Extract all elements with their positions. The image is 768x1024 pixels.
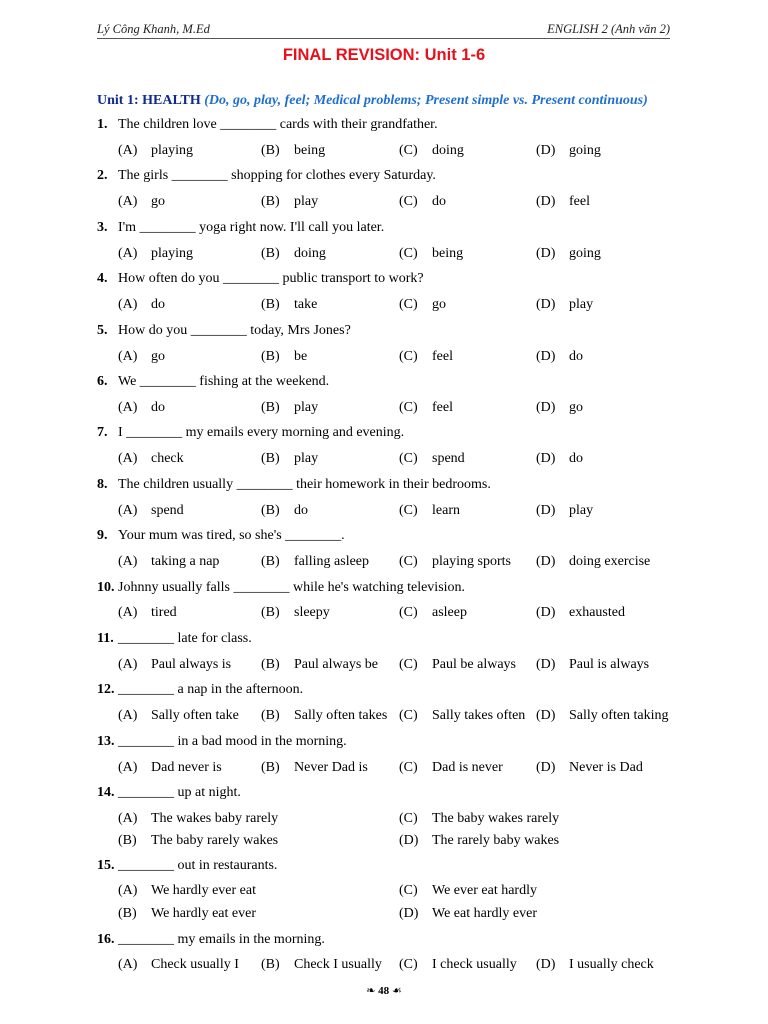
option-b [261, 193, 318, 211]
unit-name: Unit 1: HEALTH [97, 93, 201, 108]
footer-ornament-right: ☙ [391, 985, 402, 997]
option-letter: (A) [118, 957, 138, 972]
option-letter: (B) [261, 349, 280, 364]
option-text: going [569, 143, 601, 158]
unit-heading [97, 93, 697, 109]
footer-ornament-left: ❧ [366, 985, 376, 997]
question-number: 5. [97, 323, 108, 338]
option-text: playing [151, 246, 193, 261]
option-letter: (C) [399, 194, 418, 209]
question-number: 1. [97, 117, 108, 132]
option-letter: (A) [118, 883, 138, 898]
option-d [536, 604, 625, 622]
option-d [399, 832, 559, 850]
option-c [399, 245, 463, 263]
option-letter: (D) [536, 194, 556, 209]
option-b [261, 348, 307, 366]
option-letter: (D) [536, 708, 556, 723]
option-letter: (D) [536, 605, 556, 620]
option-b [261, 956, 382, 974]
option-a [118, 882, 256, 900]
question-14 [97, 784, 697, 802]
header-rule [97, 38, 670, 39]
option-text: check [151, 451, 184, 466]
option-c [399, 193, 446, 211]
page-header [97, 22, 670, 40]
question-9 [97, 527, 697, 545]
option-letter: (A) [118, 554, 138, 569]
option-text: tired [151, 605, 177, 620]
option-text: going [569, 246, 601, 261]
option-text: playing sports [432, 554, 511, 569]
question-text: Your mum was tired, so she's ________. [118, 528, 345, 543]
page-title: FINAL REVISION: Unit 1-6 [282, 46, 486, 64]
question-text: How often do you ________ public transport to work? [118, 271, 424, 286]
option-text: Paul be always [432, 657, 516, 672]
option-letter: (B) [261, 246, 280, 261]
option-d [536, 956, 654, 974]
option-c [399, 810, 559, 828]
option-text: Sally often takes [294, 708, 388, 723]
option-text: Never is Dad [569, 760, 643, 775]
option-b [261, 502, 308, 520]
option-a [118, 502, 184, 520]
option-c [399, 656, 516, 674]
option-letter: (C) [399, 143, 418, 158]
option-letter: (D) [536, 957, 556, 972]
option-text: playing [151, 143, 193, 158]
option-letter: (A) [118, 451, 138, 466]
option-letter: (D) [536, 400, 556, 415]
option-text: do [294, 503, 308, 518]
option-d [536, 502, 593, 520]
option-text: falling asleep [294, 554, 370, 569]
option-text: feel [569, 194, 590, 209]
option-text: go [569, 400, 583, 415]
option-b [261, 296, 317, 314]
option-text: I check usually [432, 957, 517, 972]
option-text: spend [432, 451, 465, 466]
option-text: Paul always be [294, 657, 378, 672]
question-text: The girls ________ shopping for clothes every Saturday. [118, 168, 436, 183]
question-text: The children love ________ cards with their grandfather. [118, 117, 438, 132]
option-c [399, 956, 517, 974]
option-letter: (A) [118, 349, 138, 364]
option-text: go [432, 297, 446, 312]
option-d [536, 348, 583, 366]
header-course: ENGLISH 2 (Anh văn 2) [547, 22, 670, 36]
option-text: asleep [432, 605, 467, 620]
option-letter: (B) [261, 554, 280, 569]
option-letter: (A) [118, 400, 138, 415]
option-d [536, 193, 590, 211]
option-letter: (D) [536, 143, 556, 158]
option-letter: (C) [399, 503, 418, 518]
option-letter: (C) [399, 811, 418, 826]
option-b [261, 142, 325, 160]
option-letter: (D) [536, 297, 556, 312]
option-c [399, 502, 460, 520]
option-a [118, 956, 239, 974]
option-c [399, 450, 465, 468]
option-c [399, 296, 446, 314]
option-a [118, 245, 193, 263]
option-letter: (C) [399, 605, 418, 620]
option-letter: (D) [536, 760, 556, 775]
option-letter: (D) [399, 906, 419, 921]
option-letter: (B) [261, 143, 280, 158]
option-d [536, 553, 650, 571]
question-text: ________ out in restaurants. [118, 858, 278, 873]
option-letter: (D) [536, 554, 556, 569]
question-text: I'm ________ yoga right now. I'll call you later. [118, 220, 385, 235]
question-number: 12. [97, 682, 115, 697]
option-text: go [151, 194, 165, 209]
option-text: take [294, 297, 318, 312]
option-letter: (D) [399, 833, 419, 848]
option-b [261, 553, 369, 571]
question-number: 7. [97, 425, 108, 440]
option-a [118, 759, 222, 777]
option-letter: (A) [118, 708, 138, 723]
option-text: play [294, 400, 319, 415]
option-letter: (A) [118, 760, 138, 775]
option-letter: (B) [261, 451, 280, 466]
option-text: The wakes baby rarely [151, 811, 279, 826]
option-text: Dad never is [151, 760, 222, 775]
question-number: 10. [97, 580, 115, 595]
option-letter: (C) [399, 708, 418, 723]
option-text: exhausted [569, 605, 625, 620]
option-d [536, 759, 643, 777]
option-d [536, 656, 649, 674]
option-text: play [294, 194, 319, 209]
question-number: 4. [97, 271, 108, 286]
option-letter: (C) [399, 760, 418, 775]
option-letter: (C) [399, 554, 418, 569]
question-text: ________ late for class. [118, 631, 252, 646]
option-text: Dad is never [432, 760, 503, 775]
question-number: 8. [97, 477, 108, 492]
option-b [261, 604, 330, 622]
question-number: 13. [97, 734, 115, 749]
option-b [118, 832, 278, 850]
question-text: I ________ my emails every morning and evening. [118, 425, 405, 440]
option-text: The baby wakes rarely [432, 811, 560, 826]
question-number: 14. [97, 785, 115, 800]
option-letter: (A) [118, 605, 138, 620]
option-text: The rarely baby wakes [432, 833, 560, 848]
option-letter: (B) [261, 503, 280, 518]
option-letter: (D) [536, 246, 556, 261]
option-text: be [294, 349, 308, 364]
option-text: Sally often take [151, 708, 239, 723]
option-a [118, 450, 184, 468]
option-d [536, 245, 601, 263]
question-11 [97, 630, 697, 648]
option-letter: (A) [118, 143, 138, 158]
question-number: 15. [97, 858, 115, 873]
question-text: We ________ fishing at the weekend. [118, 374, 330, 389]
question-3 [97, 219, 697, 237]
option-text: play [569, 297, 594, 312]
question-text: The children usually ________ their homework in their bedrooms. [118, 477, 491, 492]
option-text: The baby rarely wakes [151, 833, 279, 848]
question-15 [97, 857, 697, 875]
option-text: play [294, 451, 319, 466]
option-letter: (D) [536, 503, 556, 518]
option-letter: (C) [399, 349, 418, 364]
option-letter: (C) [399, 400, 418, 415]
option-letter: (B) [118, 833, 137, 848]
page-footer [0, 984, 768, 997]
question-10 [97, 579, 697, 597]
option-c [399, 399, 453, 417]
option-letter: (B) [261, 297, 280, 312]
option-text: taking a nap [151, 554, 220, 569]
option-a [118, 399, 165, 417]
option-b [261, 656, 378, 674]
option-b [261, 399, 318, 417]
option-a [118, 604, 177, 622]
option-text: learn [432, 503, 460, 518]
option-d [536, 296, 593, 314]
option-c [399, 348, 453, 366]
option-text: do [569, 451, 583, 466]
option-text: doing [432, 143, 464, 158]
question-2 [97, 167, 697, 185]
question-number: 9. [97, 528, 108, 543]
option-a [118, 348, 165, 366]
option-letter: (C) [399, 883, 418, 898]
question-text: ________ in a bad mood in the morning. [118, 734, 347, 749]
option-letter: (A) [118, 657, 138, 672]
option-letter: (A) [118, 811, 138, 826]
option-a [118, 193, 165, 211]
option-text: doing exercise [569, 554, 651, 569]
option-text: I usually check [569, 957, 654, 972]
option-text: play [569, 503, 594, 518]
question-7 [97, 424, 697, 442]
question-text: ________ my emails in the morning. [118, 932, 325, 947]
option-letter: (B) [261, 957, 280, 972]
option-letter: (B) [261, 657, 280, 672]
option-a [118, 142, 193, 160]
question-text: ________ up at night. [118, 785, 241, 800]
option-d [536, 707, 669, 725]
option-letter: (C) [399, 297, 418, 312]
option-letter: (A) [118, 503, 138, 518]
option-letter: (D) [536, 657, 556, 672]
option-text: do [151, 297, 165, 312]
option-text: being [294, 143, 326, 158]
question-number: 11. [97, 631, 114, 646]
option-text: do [432, 194, 446, 209]
question-5 [97, 322, 697, 340]
option-text: We ever eat hardly [432, 883, 537, 898]
question-1 [97, 116, 697, 134]
option-a [118, 810, 278, 828]
option-c [399, 882, 537, 900]
option-c [399, 759, 503, 777]
option-letter: (A) [118, 246, 138, 261]
option-letter: (D) [536, 451, 556, 466]
option-a [118, 656, 231, 674]
option-a [118, 296, 165, 314]
question-12 [97, 681, 697, 699]
option-b [261, 450, 318, 468]
option-text: We hardly eat ever [151, 906, 256, 921]
option-c [399, 553, 511, 571]
question-8 [97, 476, 697, 494]
option-text: Paul is always [569, 657, 650, 672]
option-text: sleepy [294, 605, 330, 620]
option-d [399, 905, 537, 923]
option-letter: (D) [536, 349, 556, 364]
question-text: How do you ________ today, Mrs Jones? [118, 323, 351, 338]
option-text: go [151, 349, 165, 364]
option-letter: (C) [399, 957, 418, 972]
option-b [118, 905, 256, 923]
question-text: ________ a nap in the afternoon. [118, 682, 304, 697]
option-a [118, 553, 219, 571]
option-text: doing [294, 246, 326, 261]
unit-description: (Do, go, play, feel; Medical problems; Present simple vs. Present continuous) [204, 93, 648, 108]
option-a [118, 707, 239, 725]
question-16 [97, 931, 697, 949]
question-13 [97, 733, 697, 751]
option-d [536, 399, 583, 417]
option-letter: (B) [261, 194, 280, 209]
option-letter: (B) [261, 400, 280, 415]
option-text: We hardly ever eat [151, 883, 256, 898]
option-c [399, 142, 464, 160]
option-letter: (A) [118, 297, 138, 312]
question-number: 2. [97, 168, 108, 183]
question-number: 3. [97, 220, 108, 235]
option-letter: (B) [118, 906, 137, 921]
option-letter: (C) [399, 657, 418, 672]
option-letter: (B) [261, 760, 280, 775]
page-number: 48 [378, 985, 390, 997]
option-b [261, 245, 326, 263]
option-c [399, 604, 467, 622]
question-4 [97, 270, 697, 288]
option-text: being [432, 246, 464, 261]
option-text: Never Dad is [294, 760, 368, 775]
option-letter: (B) [261, 605, 280, 620]
question-text: Johnny usually falls ________ while he's watching television. [118, 580, 466, 595]
option-b [261, 707, 387, 725]
option-letter: (A) [118, 194, 138, 209]
option-text: feel [432, 400, 453, 415]
option-d [536, 450, 583, 468]
option-letter: (C) [399, 451, 418, 466]
option-b [261, 759, 368, 777]
option-text: do [569, 349, 583, 364]
option-text: Paul always is [151, 657, 232, 672]
question-number: 16. [97, 932, 115, 947]
option-letter: (B) [261, 708, 280, 723]
option-text: Check I usually [294, 957, 382, 972]
option-text: Check usually I [151, 957, 239, 972]
header-author: Lý Công Khanh, M.Ed [97, 22, 210, 36]
question-6 [97, 373, 697, 391]
option-text: Sally often taking [569, 708, 669, 723]
option-text: do [151, 400, 165, 415]
option-c [399, 707, 525, 725]
option-text: We eat hardly ever [432, 906, 537, 921]
option-d [536, 142, 601, 160]
question-number: 6. [97, 374, 108, 389]
option-text: spend [151, 503, 184, 518]
option-text: Sally takes often [432, 708, 526, 723]
option-text: feel [432, 349, 453, 364]
option-letter: (C) [399, 246, 418, 261]
